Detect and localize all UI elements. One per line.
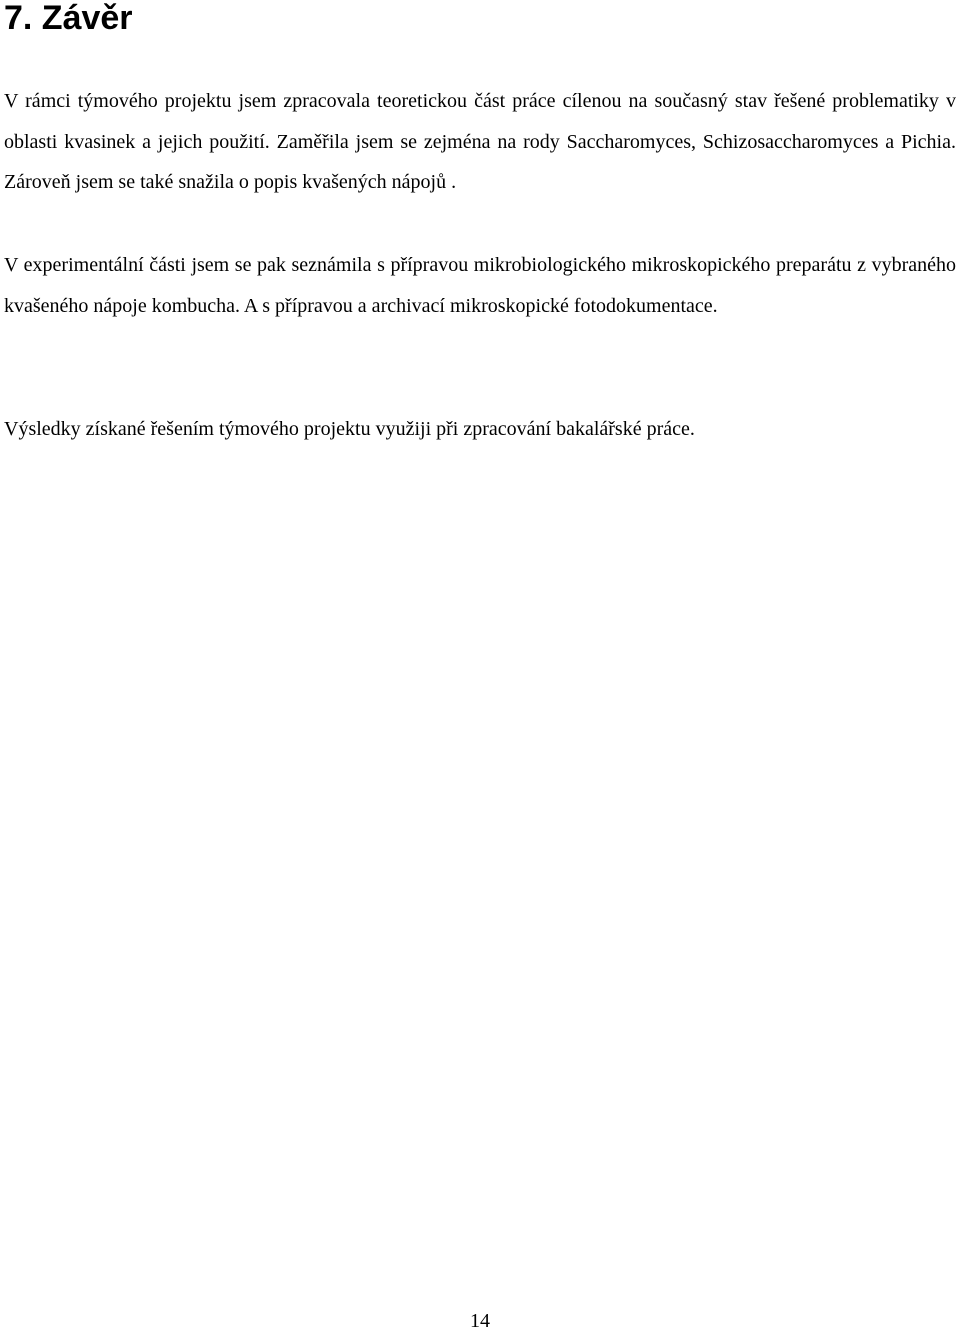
page-number: 14 [470,1310,490,1332]
paragraph-experiment: V experimentální části jsem se pak seznámila s přípravou mikrobiologického mikroskopického preparátu z vybraného kvašeného nápoje kombucha. A s přípravou a archivací mikroskopické fotodokumentace. [4,254,956,317]
paragraph-theory: V rámci týmového projektu jsem zpracovala teoretickou část práce cílenou na současný stav řešené problematiky v oblasti kvasinek a jejich použití. Zaměřila jsem se zejména na rody Saccharomyces, Schizosaccharomyces a Pichia. Zároveň jsem se také snažila o popis kvašených nápojů . [4,90,956,193]
chapter-heading: 7. Závěr [4,0,133,37]
paragraph-results: Výsledky získané řešením týmového projektu využiji při zpracování bakalářské práce. [4,418,695,440]
